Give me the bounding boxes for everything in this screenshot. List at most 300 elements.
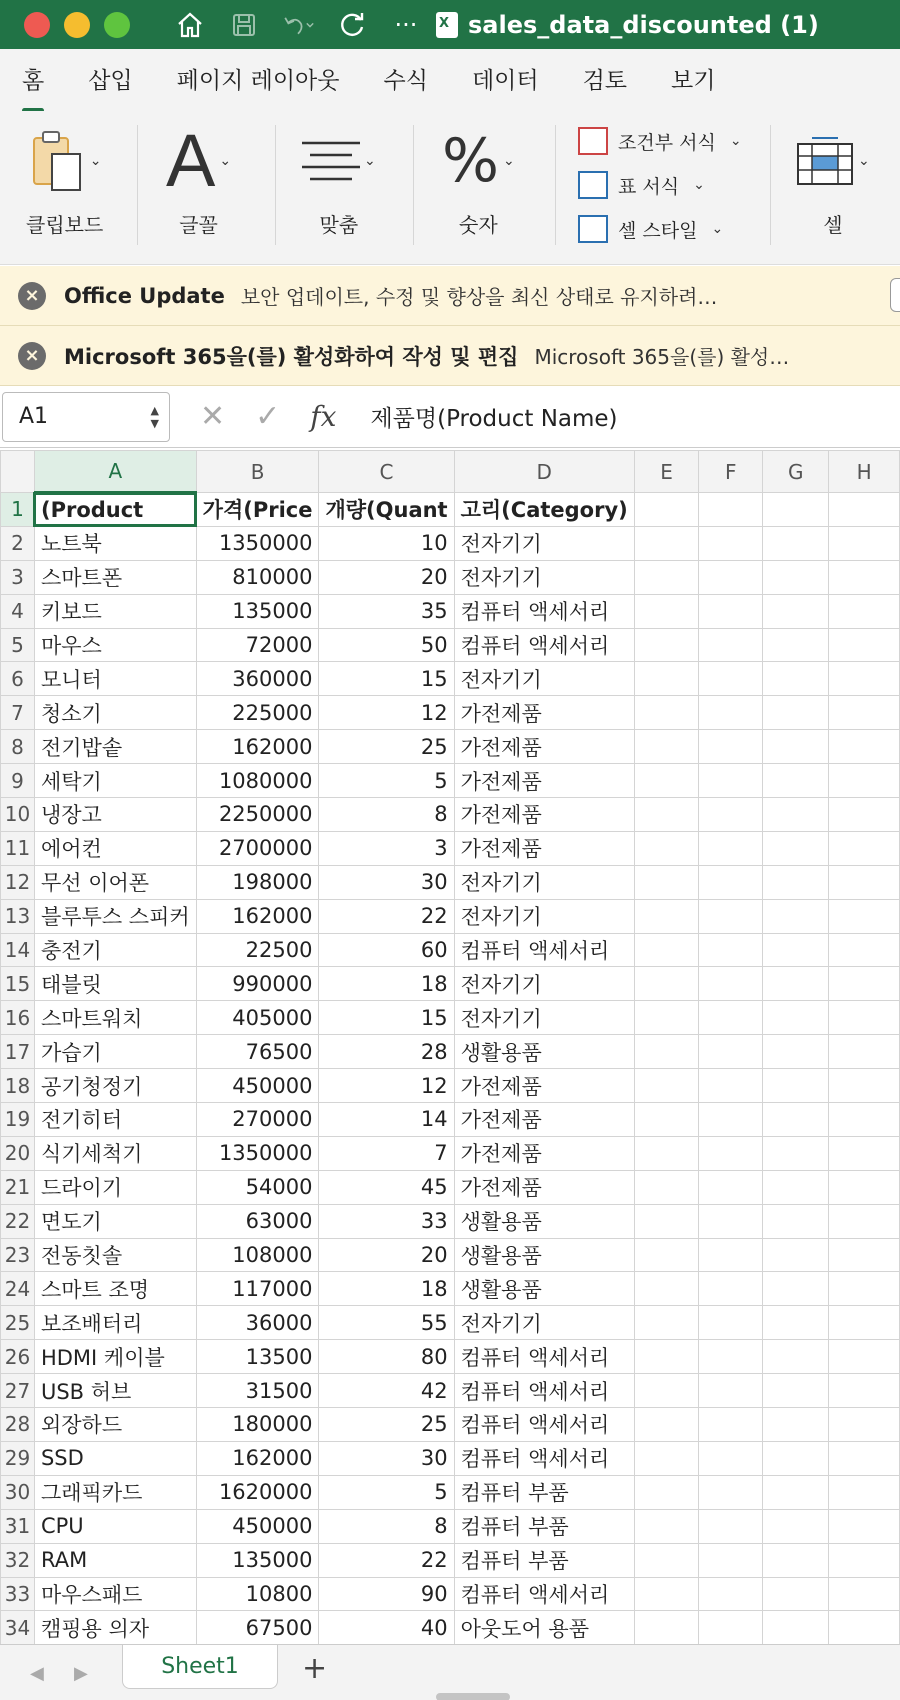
alignment-group[interactable] (302, 121, 376, 238)
cell[interactable]: 162000 (196, 1441, 319, 1475)
cell[interactable]: 전자기기 (454, 865, 634, 899)
cell[interactable]: 12 (319, 1069, 454, 1103)
name-box[interactable]: A1 ▲ ▼ (2, 392, 170, 442)
cell[interactable] (763, 696, 829, 730)
cell[interactable] (829, 594, 900, 628)
cell[interactable]: 10800 (196, 1577, 319, 1611)
cell[interactable] (634, 1306, 699, 1340)
cell[interactable]: 14 (319, 1103, 454, 1137)
cell[interactable] (699, 696, 763, 730)
cell[interactable] (829, 1543, 900, 1577)
cell[interactable] (829, 493, 900, 527)
cell[interactable]: 마우스 (34, 628, 196, 662)
dismiss-icon[interactable]: × (18, 342, 46, 370)
cell[interactable]: 22 (319, 1543, 454, 1577)
cell[interactable]: 컴퓨터 액세서리 (454, 1374, 634, 1408)
row-header[interactable]: 19 (1, 1103, 35, 1137)
cell[interactable]: 가전제품 (454, 764, 634, 798)
cell[interactable] (763, 1374, 829, 1408)
cell[interactable]: 2250000 (196, 798, 319, 832)
cell[interactable] (634, 1035, 699, 1069)
cell[interactable]: 면도기 (34, 1204, 196, 1238)
cell[interactable] (699, 1136, 763, 1170)
cell-b1[interactable]: 가격(Price (196, 493, 319, 527)
cell[interactable] (699, 1272, 763, 1306)
cell[interactable] (699, 1408, 763, 1442)
cell[interactable] (763, 831, 829, 865)
cell[interactable]: 공기청정기 (34, 1069, 196, 1103)
cell[interactable]: 전동칫솔 (34, 1238, 196, 1272)
column-header[interactable]: G (763, 451, 829, 493)
cell[interactable] (829, 899, 900, 933)
row-header[interactable]: 22 (1, 1204, 35, 1238)
cell[interactable]: 7 (319, 1136, 454, 1170)
cell[interactable]: 가습기 (34, 1035, 196, 1069)
cell[interactable] (634, 1170, 699, 1204)
row-header[interactable]: 10 (1, 798, 35, 832)
cell[interactable] (699, 798, 763, 832)
cell[interactable]: 108000 (196, 1238, 319, 1272)
cell[interactable]: 20 (319, 1238, 454, 1272)
cell[interactable]: 에어컨 (34, 831, 196, 865)
cell[interactable]: 33 (319, 1204, 454, 1238)
cell[interactable] (763, 560, 829, 594)
cell[interactable]: 컴퓨터 부품 (454, 1475, 634, 1509)
cell[interactable] (763, 1103, 829, 1137)
cell[interactable] (763, 967, 829, 1001)
cell[interactable]: 스마트폰 (34, 560, 196, 594)
cell[interactable]: 36000 (196, 1306, 319, 1340)
cell[interactable] (829, 831, 900, 865)
tab-data[interactable]: 데이터 (471, 67, 539, 94)
cell[interactable]: 청소기 (34, 696, 196, 730)
cell[interactable] (763, 1441, 829, 1475)
cell[interactable]: 전자기기 (454, 1306, 634, 1340)
cell[interactable]: 그래픽카드 (34, 1475, 196, 1509)
cell[interactable] (699, 865, 763, 899)
tab-review[interactable]: 검토 (582, 67, 628, 94)
row-header[interactable]: 30 (1, 1475, 35, 1509)
cell[interactable]: 가전제품 (454, 696, 634, 730)
cell[interactable] (634, 730, 699, 764)
row-header[interactable]: 31 (1, 1509, 35, 1543)
cell[interactable] (763, 899, 829, 933)
cell[interactable]: 76500 (196, 1035, 319, 1069)
column-header[interactable]: B (196, 451, 319, 493)
cell[interactable]: 162000 (196, 899, 319, 933)
cell[interactable]: 마우스패드 (34, 1577, 196, 1611)
sheet-tab[interactable]: Sheet1 (122, 1645, 278, 1689)
cell[interactable]: 5 (319, 764, 454, 798)
cell[interactable] (699, 1509, 763, 1543)
close-window-button[interactable] (24, 12, 50, 38)
cell[interactable]: 54000 (196, 1170, 319, 1204)
cell[interactable] (763, 1340, 829, 1374)
cell[interactable] (763, 1035, 829, 1069)
cell[interactable] (699, 1170, 763, 1204)
row-header[interactable]: 6 (1, 662, 35, 696)
cell[interactable]: CPU (34, 1509, 196, 1543)
cell[interactable] (699, 1035, 763, 1069)
cell[interactable] (634, 1577, 699, 1611)
cell[interactable] (634, 594, 699, 628)
cell[interactable]: 60 (319, 933, 454, 967)
cell[interactable]: 가전제품 (454, 798, 634, 832)
cell[interactable]: 810000 (196, 560, 319, 594)
confirm-icon[interactable]: ✓ (255, 399, 281, 434)
cell[interactable]: 전자기기 (454, 526, 634, 560)
cell[interactable] (634, 831, 699, 865)
cell[interactable] (699, 730, 763, 764)
cell[interactable] (634, 1441, 699, 1475)
cell[interactable] (699, 493, 763, 527)
tab-page-layout[interactable]: 페이지 레이아웃 (176, 67, 340, 94)
cell[interactable] (829, 1069, 900, 1103)
row-header[interactable]: 15 (1, 967, 35, 1001)
cell[interactable]: 40 (319, 1611, 454, 1645)
cell[interactable] (829, 1136, 900, 1170)
cell[interactable]: 생활용품 (454, 1035, 634, 1069)
cell[interactable]: 25 (319, 1408, 454, 1442)
cell[interactable]: 무선 이어폰 (34, 865, 196, 899)
home-icon[interactable] (174, 9, 206, 41)
cell[interactable] (829, 1238, 900, 1272)
row-header[interactable]: 3 (1, 560, 35, 594)
row-header[interactable]: 5 (1, 628, 35, 662)
row-header[interactable]: 2 (1, 526, 35, 560)
cell[interactable] (763, 730, 829, 764)
cell[interactable]: 생활용품 (454, 1204, 634, 1238)
cell[interactable]: 컴퓨터 액세서리 (454, 1577, 634, 1611)
cell[interactable] (763, 1509, 829, 1543)
cell[interactable] (763, 798, 829, 832)
row-header[interactable]: 26 (1, 1340, 35, 1374)
cell[interactable]: 8 (319, 798, 454, 832)
cell-c1[interactable]: 개량(Quant (319, 493, 454, 527)
row-header[interactable]: 16 (1, 1001, 35, 1035)
cell[interactable]: 전기히터 (34, 1103, 196, 1137)
cell[interactable] (829, 1340, 900, 1374)
cell[interactable]: 72000 (196, 628, 319, 662)
cell[interactable]: 가전제품 (454, 1103, 634, 1137)
cell[interactable] (829, 764, 900, 798)
cell[interactable] (634, 933, 699, 967)
cell[interactable]: HDMI 케이블 (34, 1340, 196, 1374)
cell[interactable] (699, 1069, 763, 1103)
cell[interactable] (634, 1272, 699, 1306)
cell[interactable] (829, 1611, 900, 1645)
cell[interactable]: 외장하드 (34, 1408, 196, 1442)
horizontal-scrollbar[interactable] (436, 1693, 510, 1700)
cell[interactable]: 162000 (196, 730, 319, 764)
cell[interactable] (634, 1001, 699, 1035)
cell[interactable] (829, 1475, 900, 1509)
cell[interactable]: 1620000 (196, 1475, 319, 1509)
cell[interactable] (699, 526, 763, 560)
cell[interactable]: 가전제품 (454, 1170, 634, 1204)
column-header[interactable]: E (634, 451, 699, 493)
row-header[interactable]: 32 (1, 1543, 35, 1577)
cell[interactable] (763, 1170, 829, 1204)
tab-insert[interactable]: 삽입 (88, 67, 133, 94)
cells-group[interactable] (796, 121, 870, 238)
tab-view[interactable]: 보기 (671, 67, 716, 94)
maximize-window-button[interactable] (104, 12, 130, 38)
cell[interactable]: 35 (319, 594, 454, 628)
save-icon[interactable] (228, 9, 260, 41)
cell[interactable] (763, 1306, 829, 1340)
cell[interactable] (634, 493, 699, 527)
conditional-formatting-button[interactable]: 조건부 서식 ⌄ (578, 127, 742, 155)
row-header[interactable]: 28 (1, 1408, 35, 1442)
cell[interactable]: 15 (319, 662, 454, 696)
cell[interactable] (699, 628, 763, 662)
cell[interactable]: 31500 (196, 1374, 319, 1408)
cell[interactable]: 3 (319, 831, 454, 865)
cell[interactable] (634, 1204, 699, 1238)
cell[interactable] (829, 1306, 900, 1340)
cell[interactable]: 13500 (196, 1340, 319, 1374)
tab-formulas[interactable]: 수식 (383, 67, 428, 94)
cell[interactable]: 63000 (196, 1204, 319, 1238)
cell[interactable]: 키보드 (34, 594, 196, 628)
cell[interactable] (699, 1441, 763, 1475)
cell[interactable]: 컴퓨터 액세서리 (454, 594, 634, 628)
row-header[interactable]: 14 (1, 933, 35, 967)
cell[interactable]: 15 (319, 1001, 454, 1035)
cell[interactable]: 25 (319, 730, 454, 764)
cell[interactable]: 1350000 (196, 526, 319, 560)
cell[interactable] (763, 594, 829, 628)
cell[interactable]: USB 허브 (34, 1374, 196, 1408)
cell[interactable]: 컴퓨터 부품 (454, 1543, 634, 1577)
cell[interactable] (699, 1238, 763, 1272)
cell[interactable]: 1080000 (196, 764, 319, 798)
cell[interactable]: 블루투스 스피커 (34, 899, 196, 933)
row-header[interactable]: 18 (1, 1069, 35, 1103)
cell[interactable] (634, 1611, 699, 1645)
cell[interactable]: 컴퓨터 부품 (454, 1509, 634, 1543)
cell[interactable]: 컴퓨터 액세서리 (454, 628, 634, 662)
cell[interactable] (829, 1170, 900, 1204)
cell[interactable] (699, 933, 763, 967)
cell[interactable] (829, 967, 900, 1001)
cell[interactable] (763, 865, 829, 899)
row-header[interactable]: 4 (1, 594, 35, 628)
cell[interactable] (634, 1543, 699, 1577)
cell[interactable] (829, 1509, 900, 1543)
row-header[interactable]: 21 (1, 1170, 35, 1204)
row-header[interactable]: 29 (1, 1441, 35, 1475)
cell[interactable] (699, 764, 763, 798)
cell[interactable] (634, 1238, 699, 1272)
cell[interactable] (829, 1374, 900, 1408)
cell[interactable] (763, 1577, 829, 1611)
cell[interactable] (829, 1035, 900, 1069)
cell[interactable]: 캠핑용 의자 (34, 1611, 196, 1645)
cell[interactable] (829, 1272, 900, 1306)
cell[interactable] (634, 1408, 699, 1442)
cell[interactable] (699, 1543, 763, 1577)
cell[interactable] (763, 933, 829, 967)
cell[interactable]: 10 (319, 526, 454, 560)
format-as-table-button[interactable]: 표 서식 ⌄ (578, 171, 705, 199)
cell[interactable]: RAM (34, 1543, 196, 1577)
cell[interactable] (699, 560, 763, 594)
cell[interactable] (763, 1001, 829, 1035)
cell[interactable]: 135000 (196, 594, 319, 628)
cell[interactable] (699, 899, 763, 933)
cell[interactable] (699, 831, 763, 865)
cell[interactable]: 80 (319, 1340, 454, 1374)
cell[interactable] (634, 1340, 699, 1374)
cell[interactable]: 태블릿 (34, 967, 196, 1001)
cell[interactable] (763, 1136, 829, 1170)
cell[interactable]: 전자기기 (454, 967, 634, 1001)
cell[interactable] (829, 1577, 900, 1611)
cell[interactable] (634, 798, 699, 832)
cell[interactable] (699, 1340, 763, 1374)
cell[interactable] (634, 1069, 699, 1103)
cell[interactable] (763, 662, 829, 696)
cell[interactable]: 30 (319, 865, 454, 899)
cell[interactable] (699, 1103, 763, 1137)
cell[interactable] (699, 1374, 763, 1408)
cell[interactable] (829, 662, 900, 696)
cell[interactable]: 스마트워치 (34, 1001, 196, 1035)
cell[interactable]: 30 (319, 1441, 454, 1475)
column-header[interactable]: A (34, 451, 196, 493)
cell[interactable]: 225000 (196, 696, 319, 730)
undo-icon[interactable] (282, 9, 314, 41)
cell[interactable] (634, 662, 699, 696)
cell[interactable]: 생활용품 (454, 1272, 634, 1306)
cell[interactable] (829, 1441, 900, 1475)
cell[interactable]: 270000 (196, 1103, 319, 1137)
cell[interactable]: 모니터 (34, 662, 196, 696)
row-header[interactable]: 25 (1, 1306, 35, 1340)
cell[interactable]: 드라이기 (34, 1170, 196, 1204)
cell[interactable]: 450000 (196, 1069, 319, 1103)
font-group[interactable] (166, 121, 231, 238)
cell[interactable] (763, 1238, 829, 1272)
cell-a1[interactable]: (Product (34, 493, 196, 527)
cell[interactable] (829, 526, 900, 560)
dismiss-icon[interactable]: × (18, 282, 46, 310)
more-icon[interactable]: ··· (394, 10, 418, 39)
cell[interactable]: 22500 (196, 933, 319, 967)
cell[interactable]: 55 (319, 1306, 454, 1340)
cell[interactable] (634, 696, 699, 730)
row-header[interactable]: 17 (1, 1035, 35, 1069)
formula-input[interactable]: 제품명(Product Name) (370, 406, 618, 432)
cell[interactable] (763, 1069, 829, 1103)
cell[interactable] (634, 865, 699, 899)
cell[interactable] (699, 967, 763, 1001)
banner-action-button[interactable] (890, 278, 900, 312)
cell[interactable]: 컴퓨터 액세서리 (454, 1408, 634, 1442)
cell[interactable] (763, 493, 829, 527)
cell[interactable]: 22 (319, 899, 454, 933)
row-header[interactable]: 34 (1, 1611, 35, 1645)
row-header[interactable]: 27 (1, 1374, 35, 1408)
cell[interactable] (634, 1374, 699, 1408)
cell[interactable]: 컴퓨터 액세서리 (454, 1340, 634, 1374)
cell[interactable]: 노트북 (34, 526, 196, 560)
cell[interactable]: 18 (319, 1272, 454, 1306)
cell[interactable] (763, 628, 829, 662)
row-header[interactable]: 9 (1, 764, 35, 798)
cell[interactable] (763, 1475, 829, 1509)
cell[interactable] (634, 1475, 699, 1509)
cell[interactable] (829, 560, 900, 594)
cell[interactable]: 가전제품 (454, 1136, 634, 1170)
cell[interactable] (634, 1509, 699, 1543)
cell[interactable] (634, 899, 699, 933)
cell[interactable] (829, 1204, 900, 1238)
previous-sheet-icon[interactable]: ◀ (30, 1663, 44, 1684)
cell[interactable]: 8 (319, 1509, 454, 1543)
cell[interactable] (699, 1204, 763, 1238)
cell[interactable]: 18 (319, 967, 454, 1001)
cell[interactable]: 20 (319, 560, 454, 594)
cell[interactable]: SSD (34, 1441, 196, 1475)
column-header[interactable]: H (829, 451, 900, 493)
cell[interactable]: 전자기기 (454, 899, 634, 933)
cell[interactable]: 990000 (196, 967, 319, 1001)
cell[interactable]: 50 (319, 628, 454, 662)
cell[interactable]: 42 (319, 1374, 454, 1408)
cell[interactable]: 전기밥솥 (34, 730, 196, 764)
cell[interactable] (829, 865, 900, 899)
number-group[interactable] (442, 121, 515, 238)
add-sheet-icon[interactable]: + (302, 1651, 328, 1686)
cell[interactable] (634, 967, 699, 1001)
cell[interactable]: 충전기 (34, 933, 196, 967)
next-sheet-icon[interactable]: ▶ (74, 1663, 88, 1684)
row-header[interactable]: 23 (1, 1238, 35, 1272)
column-header[interactable]: D (454, 451, 634, 493)
cell[interactable]: 컴퓨터 액세서리 (454, 1441, 634, 1475)
cell[interactable] (829, 1001, 900, 1035)
cell[interactable]: 스마트 조명 (34, 1272, 196, 1306)
cell[interactable]: 45 (319, 1170, 454, 1204)
cell[interactable]: 냉장고 (34, 798, 196, 832)
cell[interactable]: 180000 (196, 1408, 319, 1442)
cell[interactable] (699, 1306, 763, 1340)
cell[interactable]: 식기세척기 (34, 1136, 196, 1170)
cancel-icon[interactable]: ✕ (200, 399, 226, 434)
cell[interactable] (829, 798, 900, 832)
cell[interactable]: 전자기기 (454, 662, 634, 696)
cell[interactable]: 컴퓨터 액세서리 (454, 933, 634, 967)
cell[interactable] (763, 1543, 829, 1577)
row-header[interactable]: 13 (1, 899, 35, 933)
cell[interactable]: 135000 (196, 1543, 319, 1577)
cell[interactable] (829, 730, 900, 764)
select-all-corner[interactable] (1, 451, 35, 493)
row-header[interactable]: 12 (1, 865, 35, 899)
cell[interactable] (829, 628, 900, 662)
cell[interactable]: 67500 (196, 1611, 319, 1645)
cell[interactable] (829, 1103, 900, 1137)
cell[interactable] (829, 933, 900, 967)
cell[interactable] (634, 764, 699, 798)
cell[interactable] (763, 1408, 829, 1442)
cell[interactable] (634, 1103, 699, 1137)
cell[interactable]: 전자기기 (454, 1001, 634, 1035)
cell[interactable]: 28 (319, 1035, 454, 1069)
